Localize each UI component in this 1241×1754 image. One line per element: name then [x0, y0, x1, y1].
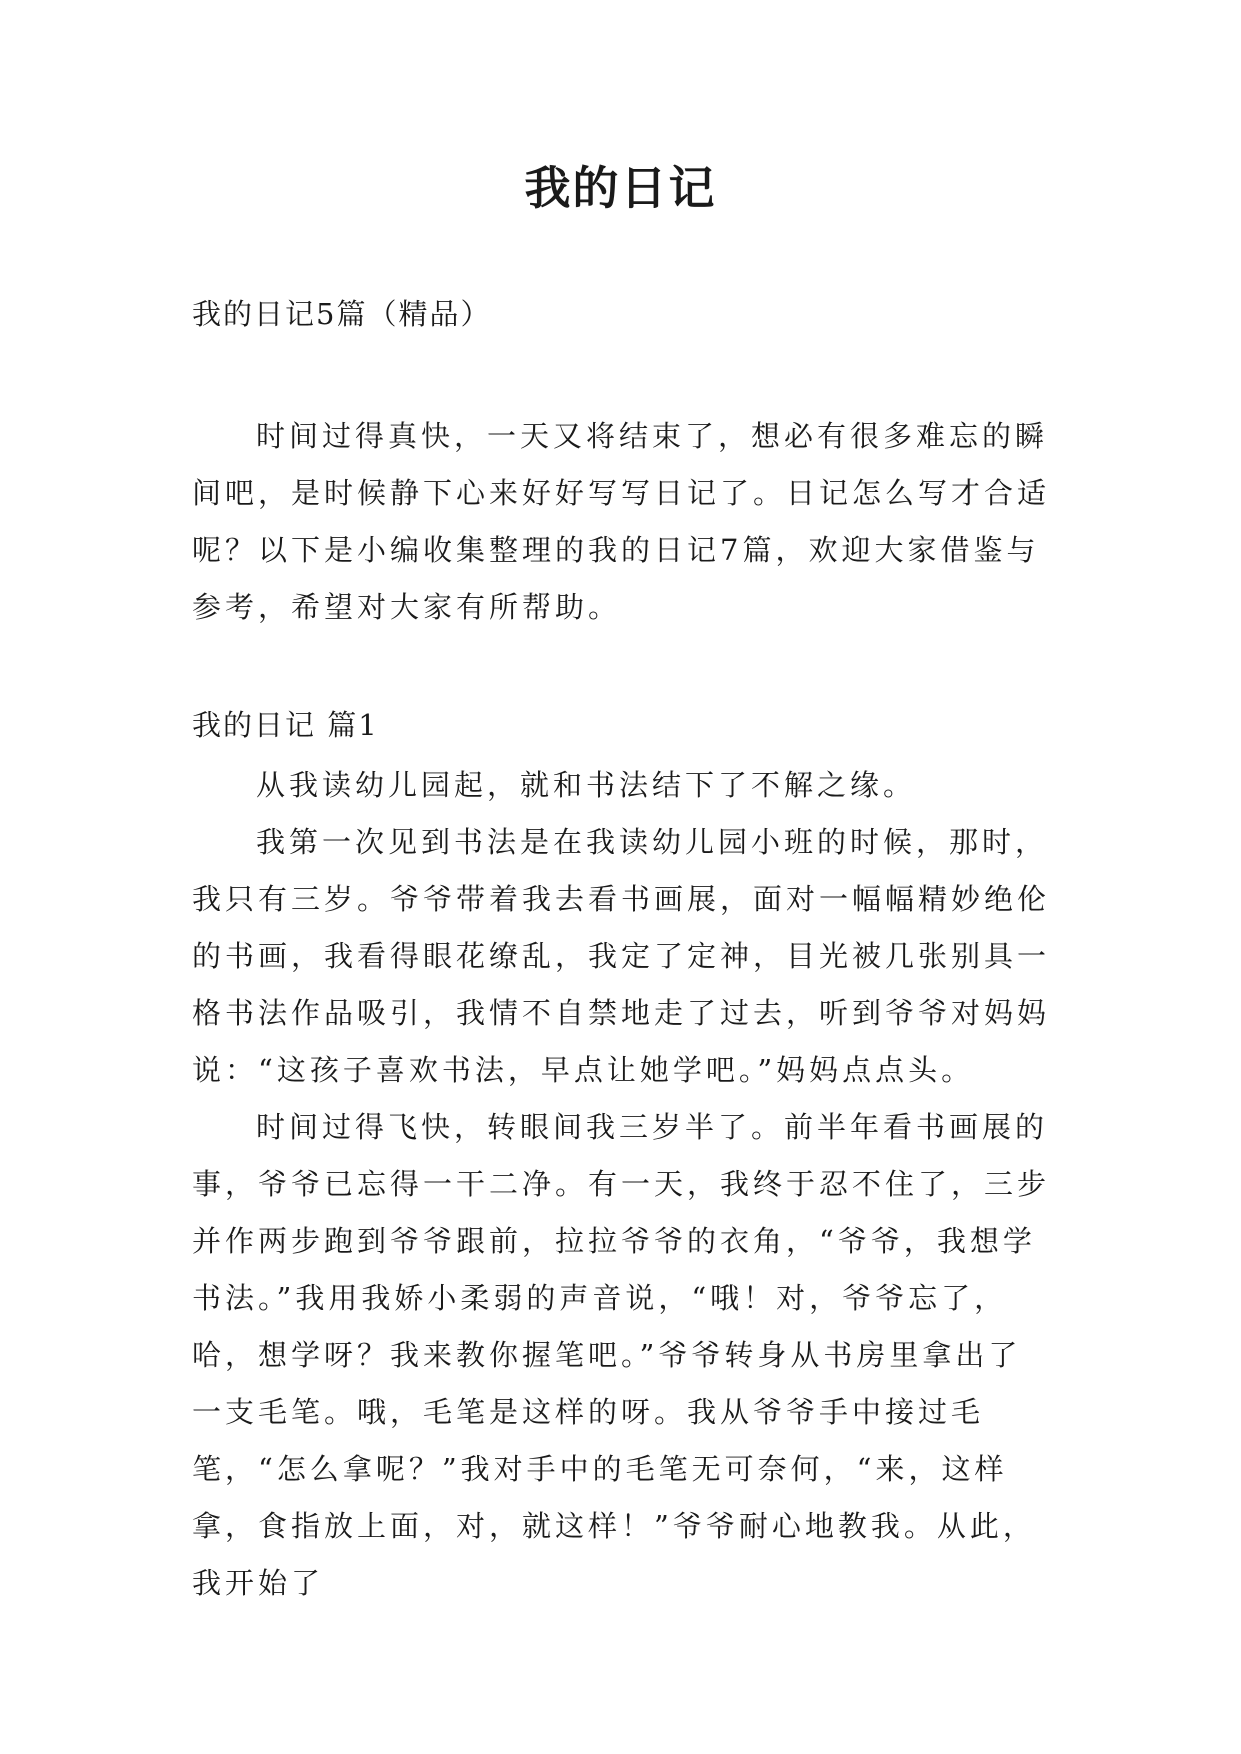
- document-subtitle: 我的日记5篇（精品）: [192, 297, 492, 331]
- document-title: 我的日记: [524, 161, 717, 215]
- body-paragraph: 我第一次见到书法是在我读幼儿园小班的时候，那时，我只有三岁。爷爷带着我去看书画展，面对一幅幅精妙绝伦的书画，我看得眼花缭乱，我定了定神，目光被几张别具一格书法作品吸引，我情不自禁地走了过去，听到爷爷对妈妈说：“这孩子喜欢书法，早点让她学吧。”妈妈点点头。: [192, 825, 1051, 1087]
- section-heading: 我的日记 篇1: [192, 708, 379, 742]
- body-paragraph: 时间过得飞快，转眼间我三岁半了。前半年看书画展的事，爷爷已忘得一干二净。有一天，我终于忍不住了，三步并作两步跑到爷爷跟前，拉拉爷爷的衣角，“爷爷，我想学书法。”我用我娇小柔弱的声音说，“哦！对，爷爷忘了，哈，想学呀？我来教你握笔吧。”爷爷转身从书房里拿出了一支毛笔。哦，毛笔是这样的呀。我从爷爷手中接过毛笔，“怎么拿呢？”我对手中的毛笔无可奈何，“来，这样拿，食指放上面，对，就这样！”爷爷耐心地教我。从此，我开始了: [192, 1110, 1051, 1600]
- intro-paragraph: 时间过得真快，一天又将结束了，想必有很多难忘的瞬间吧，是时候静下心来好好写写日记了。日记怎么写才合适呢？以下是小编收集整理的我的日记7篇，欢迎大家借鉴与参考，希望对大家有所帮助。: [192, 419, 1051, 624]
- section-body: [192, 757, 1054, 1612]
- body-paragraph: 从我读幼儿园起，就和书法结下了不解之缘。: [256, 768, 917, 802]
